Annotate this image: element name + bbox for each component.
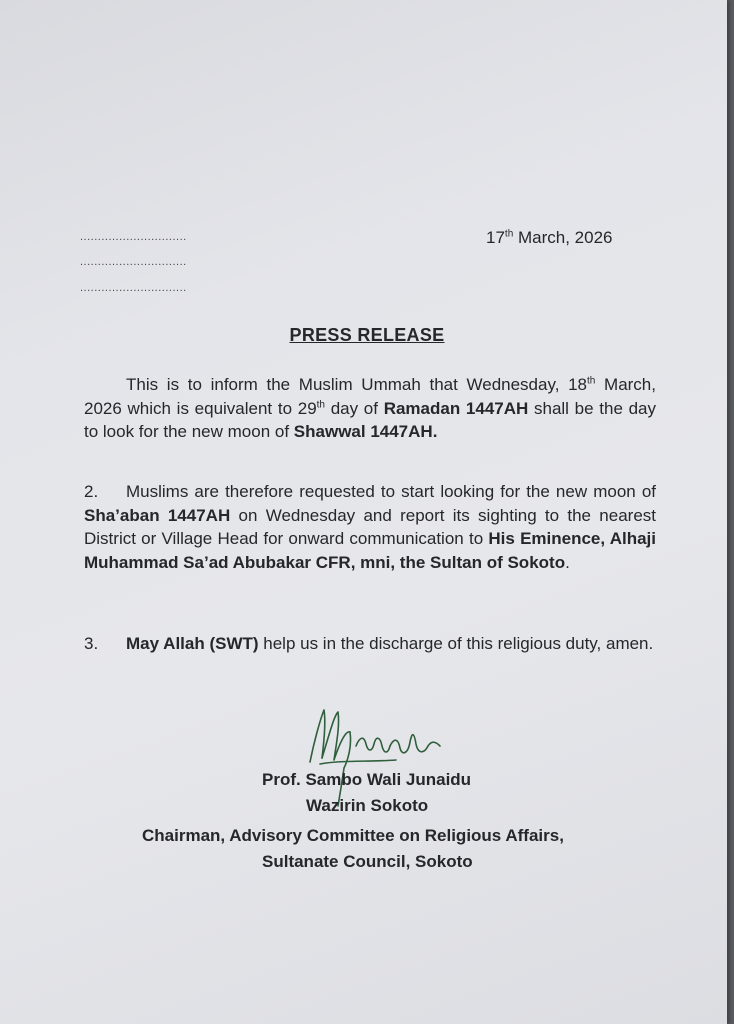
signatory-name: Prof. Sambo Wali Junaidu [262,770,472,789]
address-line-2: .............................. [80,256,187,268]
paragraph-1: This is to inform the Muslim Ummah that Wednesday, 18th March, 2026 which is equivalent to 29th day of Ramadan 1447AH shall be the day to look for the new moon of Shawwal 1447AH. [84,375,657,441]
address-line-1: .............................. [80,231,187,243]
signatory-title: Wazirin Sokoto [306,796,429,815]
paragraph-number: 3. [84,634,99,653]
paragraph-number: 2. [84,482,99,501]
signatory-organization: Sultanate Council, Sokoto [262,852,473,871]
address-line-3: .............................. [80,282,187,294]
document-title: PRESS RELEASE [289,325,445,345]
signatory-position: Chairman, Advisory Committee on Religious Affairs, [142,826,564,845]
release-date: 17th March, 2026 [486,228,613,247]
paragraph-3: 3. May Allah (SWT) help us in the discharge of this religious duty, amen. [84,632,656,656]
paragraph-2: 2. Muslims are therefore requested to start looking for the new moon of Sha’aban 1447AH on Wednesday and report its sighting to the nearest District or Village Head for onward communication to His Eminence, Alhaji Muhammad Sa’ad Abubakar CFR, mni, the Sultan of Sokoto. [84,482,656,572]
